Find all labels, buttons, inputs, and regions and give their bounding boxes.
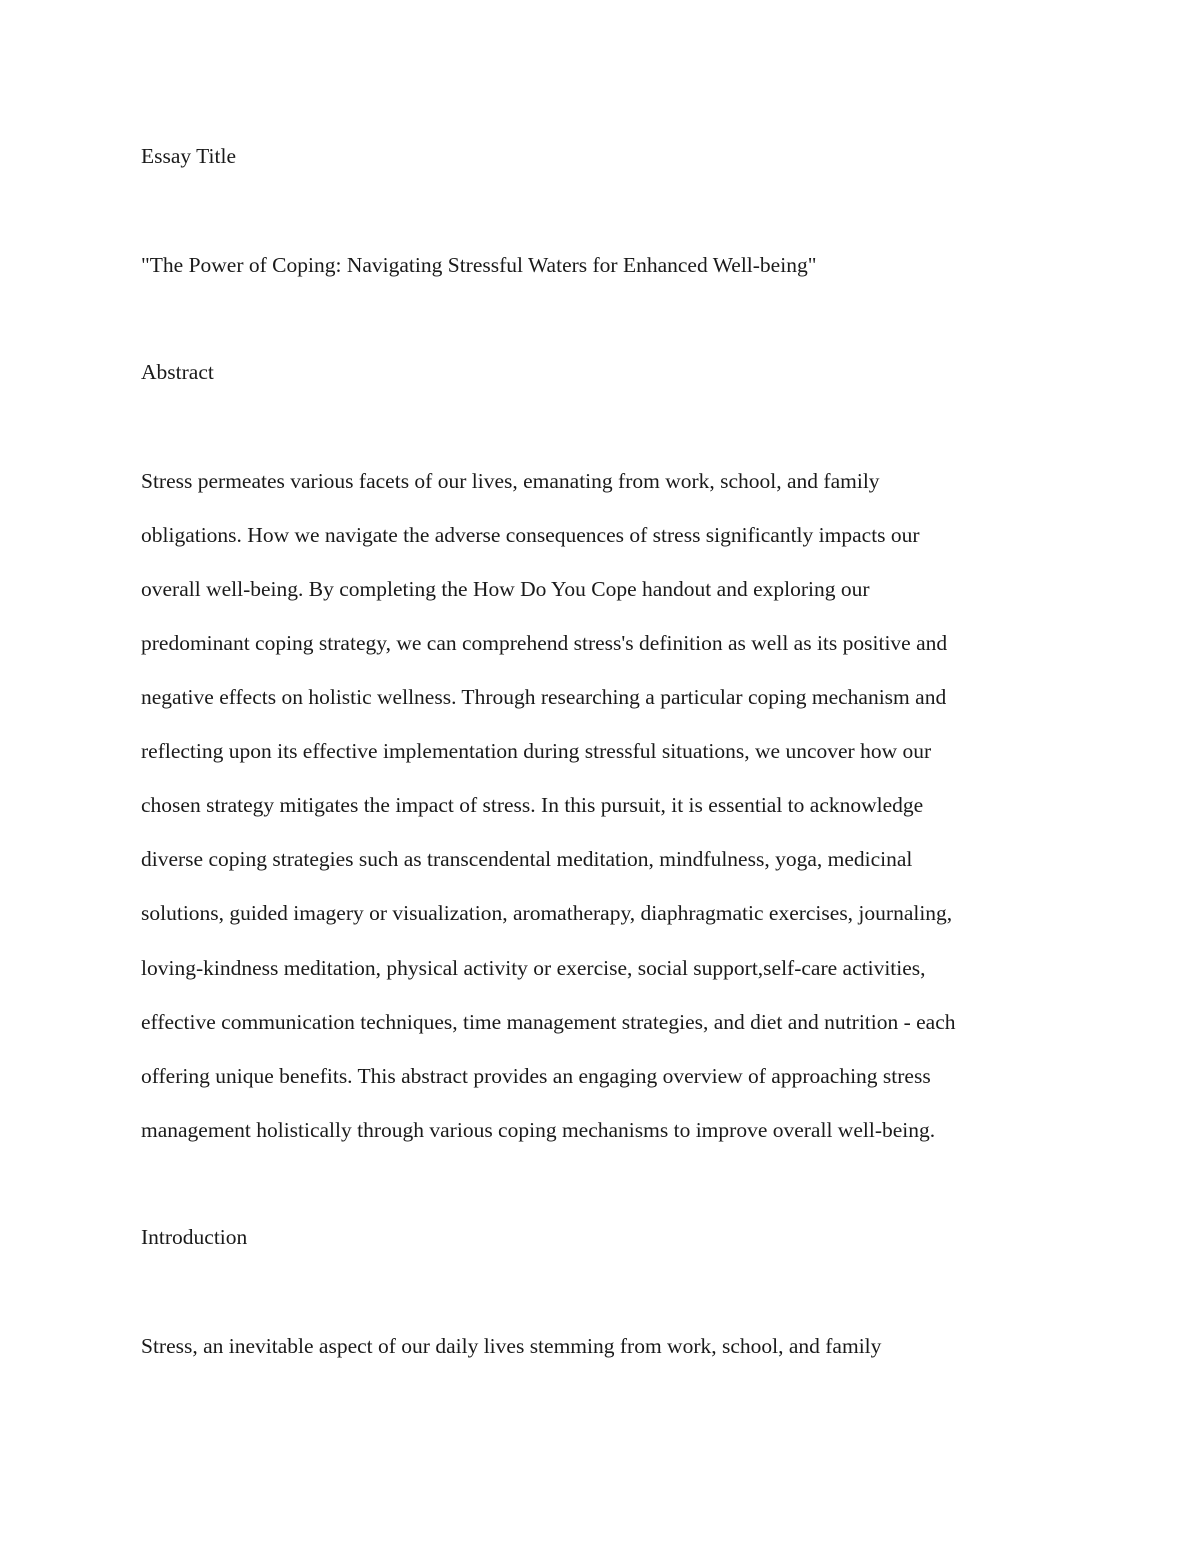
introduction-heading: Introduction — [141, 1225, 248, 1249]
abstract-line: overall well-being. By completing the How Do You Cope handout and exploring our — [141, 577, 870, 601]
abstract-line: management holistically through various coping mechanisms to improve overall well-being. — [141, 1118, 936, 1142]
abstract-line: diverse coping strategies such as transcendental meditation, mindfulness, yoga, medicinal — [141, 847, 913, 871]
abstract-line: loving-kindness meditation, physical activity or exercise, social support,self-care activities, — [141, 956, 926, 980]
abstract-line: solutions, guided imagery or visualization, aromatherapy, diaphragmatic exercises, journaling, — [141, 901, 953, 925]
abstract-line: Stress permeates various facets of our lives, emanating from work, school, and family — [141, 469, 880, 493]
essay-title-label: Essay Title — [141, 144, 236, 168]
abstract-heading: Abstract — [141, 360, 214, 384]
abstract-line: negative effects on holistic wellness. Through researching a particular coping mechanism and — [141, 685, 947, 709]
abstract-line: reflecting upon its effective implementation during stressful situations, we uncover how our — [141, 739, 932, 763]
essay-title: "The Power of Coping: Navigating Stressful Waters for Enhanced Well-being" — [141, 253, 817, 277]
abstract-line: predominant coping strategy, we can comprehend stress's definition as well as its positive and — [141, 631, 948, 655]
abstract-line: chosen strategy mitigates the impact of stress. In this pursuit, it is essential to acknowledge — [141, 793, 924, 817]
abstract-line: effective communication techniques, time management strategies, and diet and nutrition - each — [141, 1010, 956, 1034]
abstract-line: obligations. How we navigate the adverse consequences of stress significantly impacts our — [141, 523, 920, 547]
abstract-line: offering unique benefits. This abstract provides an engaging overview of approaching stress — [141, 1064, 931, 1088]
introduction-line: Stress, an inevitable aspect of our daily lives stemming from work, school, and family — [141, 1334, 882, 1358]
